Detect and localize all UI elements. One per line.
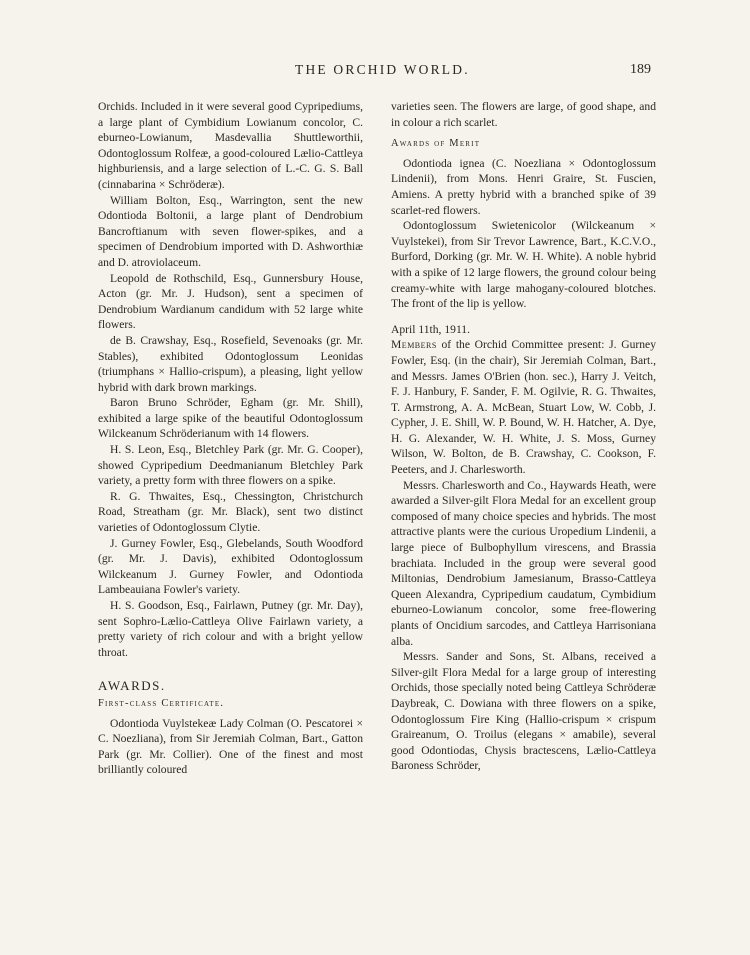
members-lead: Members bbox=[391, 338, 437, 352]
paragraph: Odontioda Vuylstekeæ Lady Colman (O. Pescatorei × C. Noezliana), from Sir Jeremiah Colman, Bart., Gatton Park (gr. Mr. Collier). One of the finest and most brilliantly coloured bbox=[98, 716, 363, 777]
running-title: THE ORCHID WORLD. bbox=[295, 62, 470, 77]
paragraph: Leopold de Rothschild, Esq., Gunnersbury House, Acton (gr. Mr. J. Hudson), sent a specimen of Dendrobium Wardianum candidum with 52 large white flowers. bbox=[98, 271, 363, 332]
first-class-certificate-heading: First-class Certificate. bbox=[98, 697, 225, 709]
paragraph: Odontoglossum Swietenicolor (Wilckeanum × Vuylstekei), from Sir Trevor Lawrence, Bart., K.C.V.O., Burford, Dorking (gr. Mr. W. H. White). A noble hybrid with a spike of 12 large flowers, the ground colour being creamy-white with large mahogany-coloured blotches. The front of the lip is yellow. bbox=[391, 219, 656, 311]
paragraph: Messrs. Sander and Sons, St. Albans, received a Silver-gilt Flora Medal for a large group of interesting Orchids, those specially noted being Cattleya Schröderæ Daybreak, C. Dowiana with three flowers on a spike, Odontoglossum Fire King (Hallio-crispum × crispum Graireanum, O. Troilus (elegans × amabile), several good Odontiodas, Chysis bractescens, Lælio-Cattleya Baroness Schröder, bbox=[391, 650, 656, 773]
awards-of-merit-heading: Awards of Merit bbox=[391, 138, 481, 150]
paragraph: Messrs. Charlesworth and Co., Haywards Heath, were awarded a Silver-gilt Flora Medal for an excellent group composed of many choice species and hybrids. The most attractive plants were the curious Uropedium Lindenii, a large piece of Bulbophyllum virescens, and Brassia brachiata. Included in the group were several good Miltonias, Dendrobium Jamesianum, Brasso-Cattleya Queen Alexandra, Cypripedium caudatum, Cymbidium eburneo-Lowianum concolor, some free-flowering plants of Oncidium sarcodes, and Cattleya Harrisoniana alba. bbox=[391, 478, 656, 648]
members-text: of the Orchid Committee present: J. Gurney Fowler, Esq. (in the chair), Sir Jeremiah Colman, Bart., and Messrs. James O'Brien (hon. sec.), Harry J. Veitch, F. J. Hanbury, F. Sander, F. M. Ogilvie, R. G. Thwaites, T. Armstrong, A. A. McBean, Stuart Low, W. Cobb, J. Cypher, J. E. Shill, W. P. Bound, W. H. Hatcher, A. Dye, H. G. Alexander, W. H. White, J. S. Moss, Gurney Wilson, W. Bolton, de B. Crawshay, C. Cookson, F. Peeters, and J. Charlesworth. bbox=[391, 338, 656, 477]
page-number: 189 bbox=[630, 62, 651, 77]
paragraph: R. G. Thwaites, Esq., Chessington, Christchurch Road, Streatham (gr. Mr. Black), sent two distinct varieties of Odontoglossum Clytie. bbox=[98, 489, 363, 535]
awards-heading: AWARDS. bbox=[98, 678, 166, 694]
left-column bbox=[98, 99, 363, 778]
paragraph: J. Gurney Fowler, Esq., Glebelands, South Woodford (gr. Mr. J. Davis), exhibited Odontoglossum Wilckeanum J. Gurney Fowler, and Odontioda Lambeauiana Fowler's variety. bbox=[98, 536, 363, 597]
paragraph: Orchids. Included in it were several good Cypripediums, a large plant of Cymbidium Lowianum concolor, C. eburneo-Lowianum, Masdevallia Shuttleworthii, Odontoglossum Rolfeæ, a good-coloured Lælio-Cattleya highburiensis, and a large selection of L.-C. G. S. Ball (cinnabarina × Schröderæ). bbox=[98, 100, 363, 191]
paragraph: Odontioda ignea (C. Noezliana × Odontoglossum Lindenii), from Mons. Henri Graire, St. Fuscien, Amiens. A pretty hybrid with a branched spike of 39 scarlet-red flowers. bbox=[391, 156, 656, 217]
paragraph: de B. Crawshay, Esq., Rosefield, Sevenoaks (gr. Mr. Stables), exhibited Odontoglossum Leonidas (triumphans × Hallio-crispum), a pleasing, light yellow hybrid with dark brown markings. bbox=[98, 333, 363, 394]
paragraph: H. S. Leon, Esq., Bletchley Park (gr. Mr. G. Cooper), showed Cypripedium Deedmanianum Bletchley Park variety, a pretty form with three flowers on a spike. bbox=[98, 443, 363, 488]
meeting-date: April 11th, 1911. bbox=[391, 322, 471, 336]
paragraph: H. S. Goodson, Esq., Fairlawn, Putney (gr. Mr. Day), sent Sophro-Lælio-Cattleya Olive Fairlawn variety, a pretty variety of rich colour and with a bright yellow throat. bbox=[98, 599, 363, 659]
paragraph: varieties seen. The flowers are large, of good shape, and in colour a rich scarlet. bbox=[391, 100, 656, 129]
running-head bbox=[0, 62, 750, 82]
paragraph: Baron Bruno Schröder, Egham (gr. Mr. Shill), exhibited a large spike of the beautiful Odontoglossum Wilckeanum Schröderianum with 14 flowers. bbox=[98, 396, 363, 441]
paragraph: William Bolton, Esq., Warrington, sent the new Odontioda Boltonii, a large plant of Dendrobium Bancroftianum with seven flower-spikes, and a specimen of Dendrobium imported with D. Ashworthiæ and D. atroviolaceum. bbox=[98, 193, 363, 269]
committee-members-paragraph bbox=[391, 337, 656, 477]
right-column bbox=[391, 99, 656, 774]
